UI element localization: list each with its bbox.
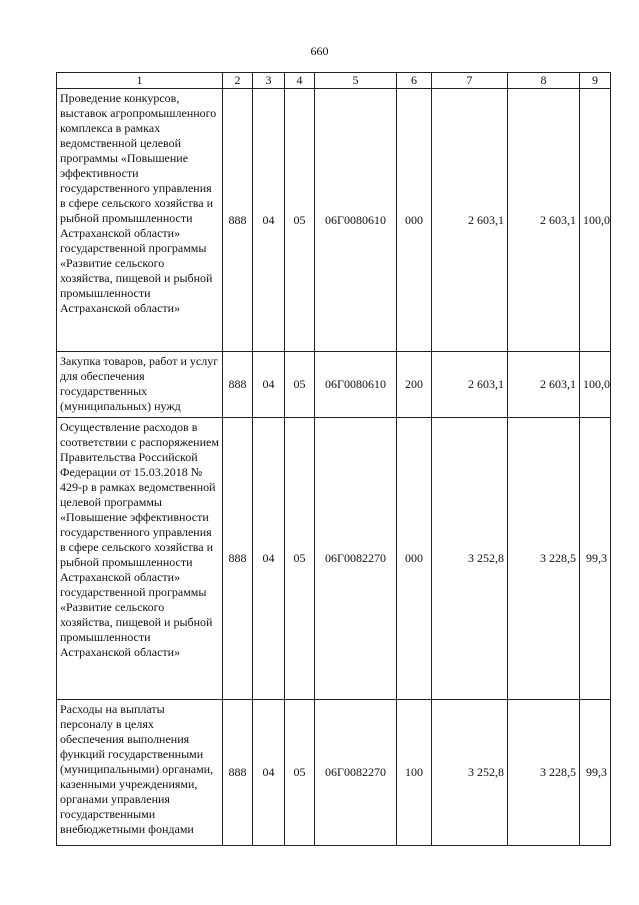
executed-amount: 2 603,1	[508, 352, 580, 418]
subsection-code: 05	[285, 418, 315, 700]
page-number: 660	[310, 44, 329, 58]
column-header-2: 2	[223, 73, 253, 89]
target-article-code: 06Г0080610	[315, 352, 397, 418]
column-header-3: 3	[253, 73, 285, 89]
expense-type-code: 100	[397, 700, 432, 846]
executed-amount: 2 603,1	[508, 89, 580, 352]
target-article-code: 06Г0082270	[315, 418, 397, 700]
column-header-9: 9	[580, 73, 611, 89]
table-row	[57, 700, 611, 846]
execution-percent: 100,0	[580, 89, 611, 352]
ministry-code: 888	[223, 89, 253, 352]
expense-name: Осуществление расходов в соответствии с распоряжением Правительства Российской Федерации от 15.03.2018 № 429-р в рамках ведомственной целевой программы «Повышение эффективности государственного управления в сфере сельского хозяйства и рыбной промышленности Астраханской области» государственной программы «Развитие сельского хозяйства, пищевой и рыбной промышленности Астраханской области»	[57, 418, 223, 700]
section-code: 04	[253, 418, 285, 700]
budget-table	[56, 72, 611, 846]
expense-type-code: 000	[397, 89, 432, 352]
section-code: 04	[253, 89, 285, 352]
expense-name: Расходы на выплаты персоналу в целях обеспечения выполнения функций государственными (муниципальными) органами, казенными учреждениями, органами управления государственными внебюджетными фондами	[57, 700, 223, 846]
ministry-code: 888	[223, 418, 253, 700]
column-header-6: 6	[397, 73, 432, 89]
subsection-code: 05	[285, 700, 315, 846]
executed-amount: 3 228,5	[508, 418, 580, 700]
column-header-7: 7	[432, 73, 508, 89]
planned-amount: 2 603,1	[432, 89, 508, 352]
target-article-code: 06Г0082270	[315, 700, 397, 846]
ministry-code: 888	[223, 700, 253, 846]
execution-percent: 99,3	[580, 418, 611, 700]
section-code: 04	[253, 352, 285, 418]
executed-amount: 3 228,5	[508, 700, 580, 846]
execution-percent: 99,3	[580, 700, 611, 846]
expense-type-code: 000	[397, 418, 432, 700]
section-code: 04	[253, 700, 285, 846]
expense-name: Проведение конкурсов, выставок агропромышленного комплекса в рамках ведомственной целевой программы «Повышение эффективности государственного управления в сфере сельского хозяйства и рыбной промышленности Астраханской области» государственной программы «Развитие сельского хозяйства, пищевой и рыбной промышленности Астраханской области»	[57, 89, 223, 352]
planned-amount: 3 252,8	[432, 418, 508, 700]
execution-percent: 100,0	[580, 352, 611, 418]
column-header-1: 1	[57, 73, 223, 89]
column-header-4: 4	[285, 73, 315, 89]
column-header-8: 8	[508, 73, 580, 89]
header-row	[57, 73, 611, 89]
column-header-5: 5	[315, 73, 397, 89]
planned-amount: 3 252,8	[432, 700, 508, 846]
subsection-code: 05	[285, 89, 315, 352]
table-row	[57, 89, 611, 352]
expense-name: Закупка товаров, работ и услуг для обеспечения государственных (муниципальных) нужд	[57, 352, 223, 418]
table-row	[57, 352, 611, 418]
ministry-code: 888	[223, 352, 253, 418]
planned-amount: 2 603,1	[432, 352, 508, 418]
target-article-code: 06Г0080610	[315, 89, 397, 352]
table-row	[57, 418, 611, 700]
expense-type-code: 200	[397, 352, 432, 418]
subsection-code: 05	[285, 352, 315, 418]
